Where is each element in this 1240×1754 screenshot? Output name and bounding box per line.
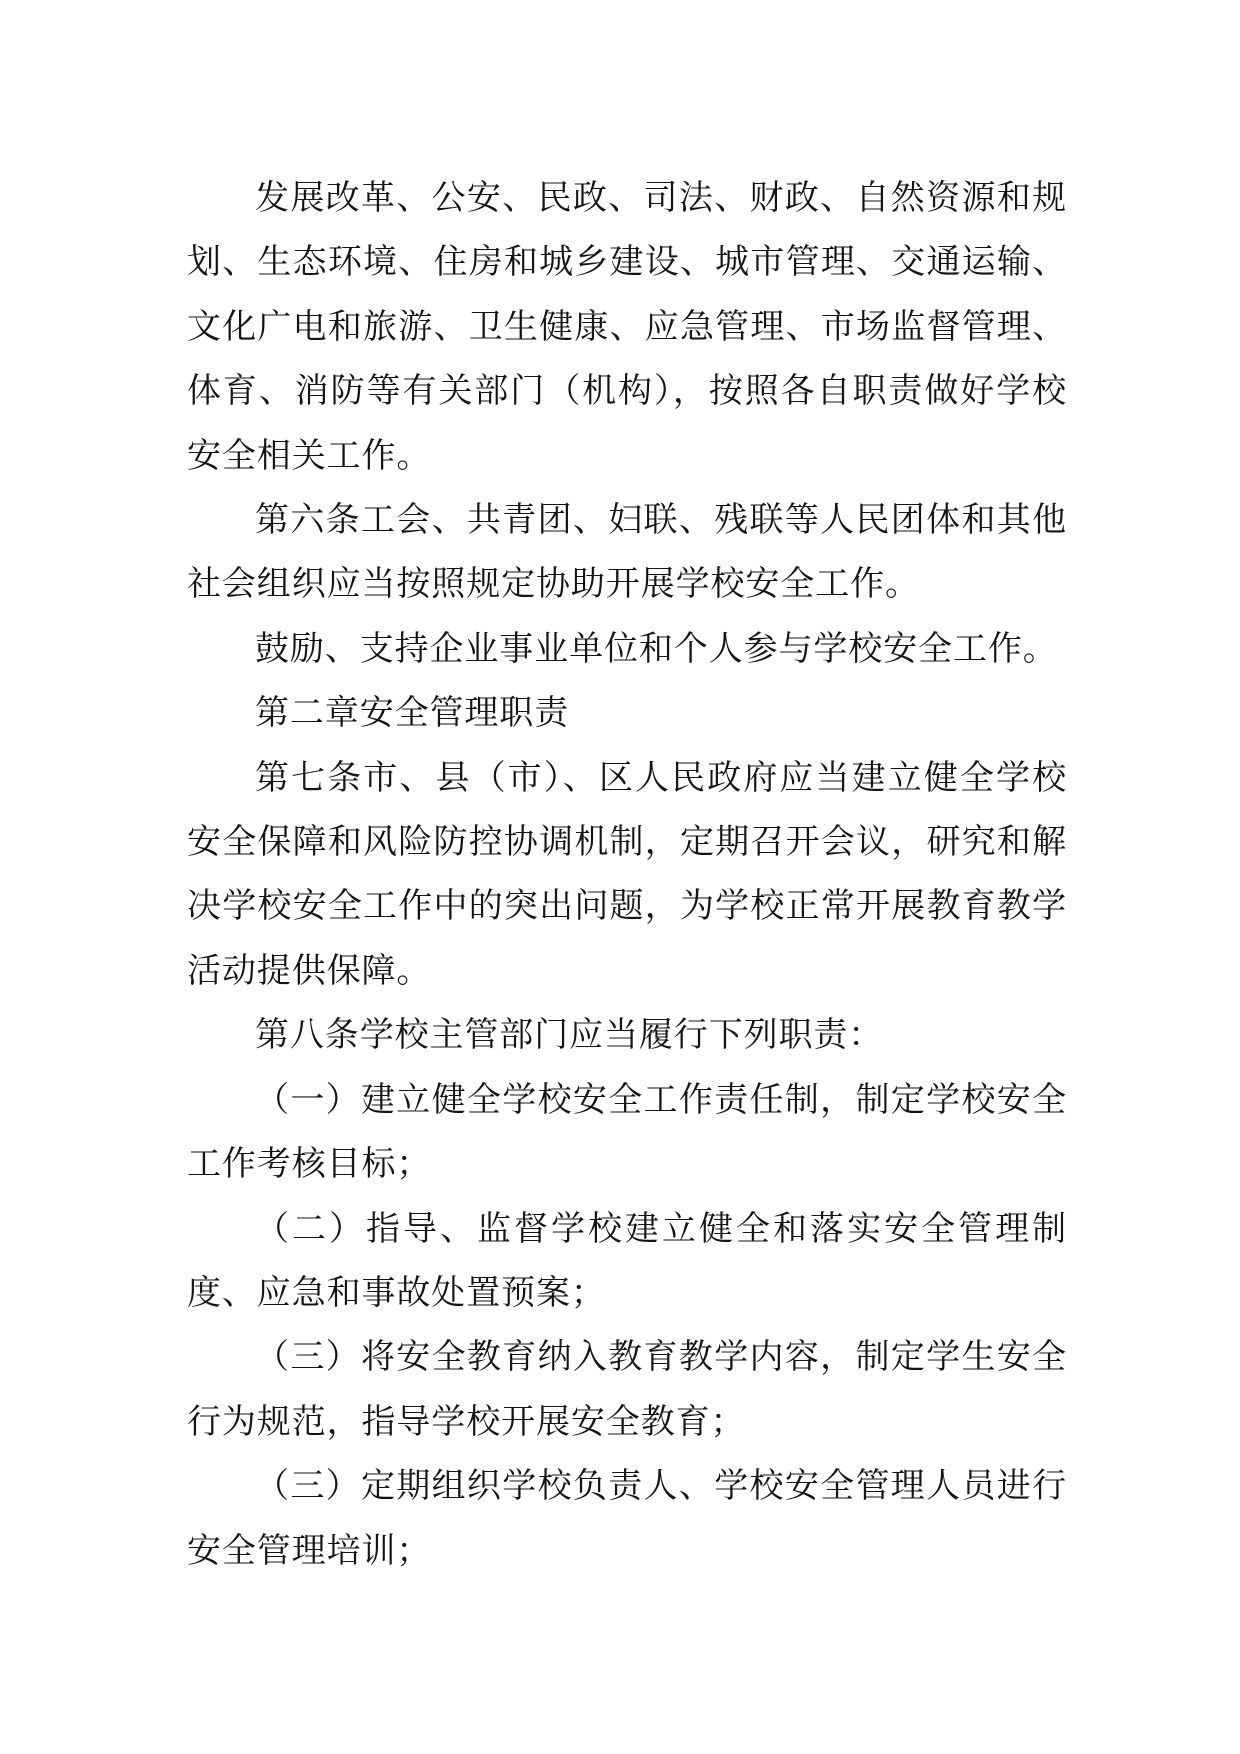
list-item-4: （三）定期组织学校负责人、学校安全管理人员进行安全管理培训； [187, 1466, 1067, 1571]
paragraph-encourage-participation: 鼓励、支持企业事业单位和个人参与学校安全工作。 [255, 628, 1058, 669]
document-body [187, 166, 1067, 1583]
chapter-heading: 第二章安全管理职责 [255, 693, 570, 734]
paragraph-article-6: 第六条工会、共青团、妇联、残联等人民团体和其他社会组织应当按照规定协助开展学校安全工作。 [187, 500, 1067, 605]
paragraph-article-7: 第七条市、县（市）、区人民政府应当建立健全学校安全保障和风险防控协调机制，定期召开会议，研究和解决学校安全工作中的突出问题，为学校正常开展教育教学活动提供保障。 [187, 757, 1067, 991]
paragraph-departments-duties: 发展改革、公安、民政、司法、财政、自然资源和规划、生态环境、住房和城乡建设、城市管理、交通运输、文化广电和旅游、卫生健康、应急管理、市场监督管理、体育、消防等有关部门（机构），按照各自职责做好学校安全相关工作。 [187, 178, 1067, 476]
list-item-3: （三）将安全教育纳入教育教学内容，制定学生安全行为规范，指导学校开展安全教育； [187, 1337, 1067, 1442]
paragraph-article-8: 第八条学校主管部门应当履行下列职责： [255, 1015, 884, 1056]
list-item-1: （一）建立健全学校安全工作责任制，制定学校安全工作考核目标； [187, 1079, 1067, 1185]
list-item-2: （二）指导、监督学校建立健全和落实安全管理制度、应急和事故处置预案； [187, 1208, 1067, 1313]
